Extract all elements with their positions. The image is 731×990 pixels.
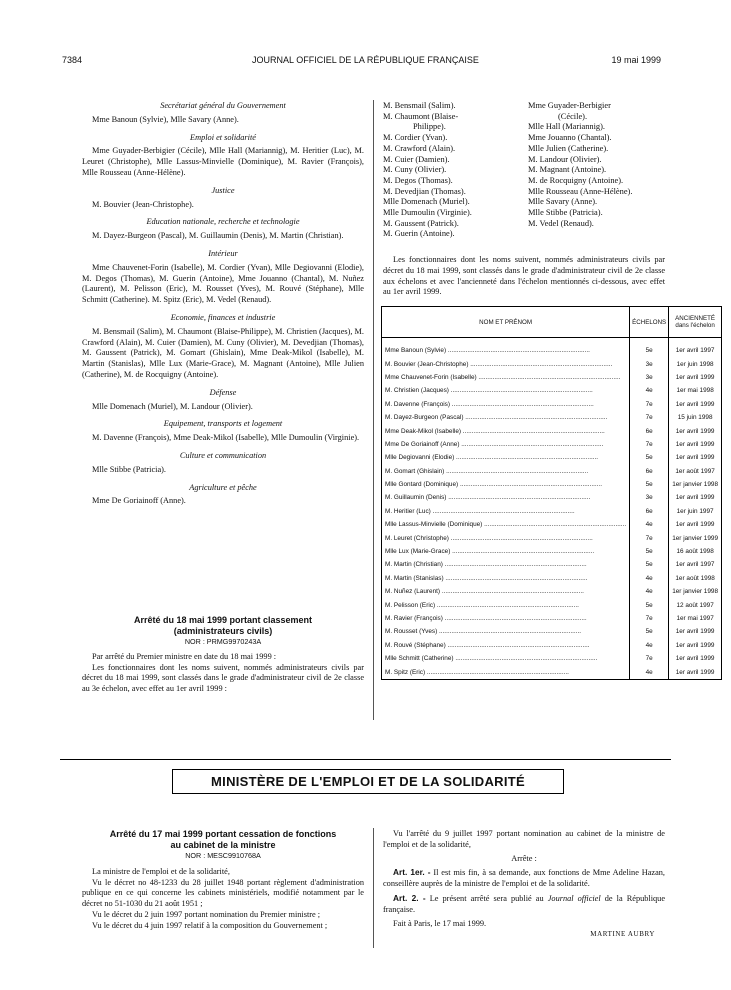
cell-name: Mme De Goriainoff (Anne) ................................................................................: [385, 440, 604, 448]
page-number: 7384: [62, 55, 83, 65]
cell-anciennete: 1er mai 1997: [669, 612, 722, 625]
cell-echelon: 4e: [630, 572, 669, 585]
table-row: [382, 518, 722, 531]
cell-anciennete: 1er janvier 1998: [669, 478, 722, 491]
section-heading: Culture et communication: [179, 450, 267, 460]
table-row: [382, 531, 722, 544]
cell-name: M. Heritier (Luc) ................................................................................: [385, 507, 575, 515]
cell-name: M. Spitz (Eric) ................................................................................: [385, 668, 569, 676]
name-list-a: [383, 101, 523, 240]
cell-anciennete: 12 août 1997: [669, 598, 722, 611]
table-row: [382, 451, 722, 464]
section-body: M. Bensmail (Salim), M. Chaumont (Blaise-Philippe), M. Christien (Jacques), M. Crawford (Alain), M. Cuier (Damien), M. Cuny (Olivier), M. Devedjian (Thomas), M. Gaussent (Patrick), M. Gomart (Ghislain), Mme Deak-Mikol (Isabelle), M. Martin (Stanislas), Mlle Lux (Marie-Grace), M. Magnant (Antoine), Mlle Julien (Catherine), M. de Rocquigny (Antoine).: [82, 326, 364, 379]
section-heading: Emploi et solidarité: [190, 132, 256, 142]
list-item: Mlle Savary (Anne).: [528, 197, 598, 207]
cell-name: M. Christien (Jacques) ................................................................................: [385, 387, 593, 395]
section-body: Mme Guyader-Berbigier (Cécile), Mlle Hall (Mariannig), M. Heritier (Luc), M. Leuret (Christophe), Mlle Lassus-Minvielle (Dominique), M. Ravier (François), Mlle Rousseau (Anne-Hélène).: [82, 146, 364, 177]
cell-anciennete: 1er août 1997: [669, 465, 722, 478]
column-divider-bottom: [373, 828, 374, 948]
cell-echelon: 4e: [630, 665, 669, 679]
cell-echelon: 6e: [630, 424, 669, 437]
cell-anciennete: 1er juin 1997: [669, 505, 722, 518]
table-row: [382, 558, 722, 571]
name-list-b: [528, 101, 670, 229]
cell-echelon: 7e: [630, 531, 669, 544]
cell-anciennete: 1er avril 1999: [669, 518, 722, 531]
section-body: Mme Banoun (Sylvie), Mlle Savary (Anne).: [92, 114, 239, 124]
list-item: Mlle Hall (Mariannig).: [528, 122, 605, 132]
list-item: M. Gaussent (Patrick).: [383, 218, 459, 228]
cell-name: Mlle Schmitt (Catherine) ................................................................................: [385, 655, 598, 663]
section-body: Mme Chauvenet-Forin (Isabelle), M. Cordier (Yvan), Mlle Degiovanni (Elodie), M. Degos (Thomas), M. Guerin (Antoine), Mme Jouanno (Chantal), M. Nuñez (Laurent), M. Pelisson (Eric), M. Rousset (Yves), M. Rouvé (Stéphane), Mlle Schmitt (Catherine). M. Spitz (Eric), M. Vedel (Renaud).: [82, 262, 364, 305]
col-header-anciennete: ANCIENNETÉ dans l'échelon: [669, 307, 722, 338]
table-row: [382, 639, 722, 652]
col-header-echelons: ÉCHELONS: [630, 307, 669, 338]
anciennete-table: [381, 306, 722, 680]
list-item: M. Degos (Thomas).: [383, 175, 453, 185]
column-divider: [373, 100, 374, 720]
list-item: Mlle Rousseau (Anne-Hélène).: [528, 186, 633, 196]
page-date: 19 mai 1999: [611, 55, 661, 65]
arrete1-title-line2: (administrateurs civils): [173, 625, 273, 636]
cell-echelon: 5e: [630, 344, 669, 357]
list-item: Mlle Domenach (Muriel).: [383, 197, 470, 207]
list-item: M. Bensmail (Salim).: [383, 101, 456, 110]
list-item: M. de Rocquigny (Antoine).: [528, 175, 624, 185]
signature: MARTINE AUBRY: [590, 930, 655, 939]
list-item: M. Chaumont (Blaise-: [383, 111, 459, 121]
list-item: M. Cuier (Damien).: [383, 154, 450, 164]
cell-echelon: 7e: [630, 652, 669, 665]
fait-a-paris: Fait à Paris, le 17 mai 1999.: [393, 918, 487, 928]
section-heading: Equipement, transports et logement: [163, 419, 283, 429]
article-2-text-a: Le présent arrêté sera publié au: [429, 893, 544, 903]
cell-anciennete: 1er avril 1999: [669, 491, 722, 504]
cell-name: M. Nuñez (Laurent) ................................................................................: [385, 588, 584, 596]
cell-name: Mme Chauvenet-Forin (Isabelle) ................................................................................: [385, 373, 621, 381]
cell-name: M. Pelisson (Eric) ................................................................................: [385, 601, 579, 609]
table-row: [382, 478, 722, 491]
arrete-label: Arrête :: [511, 853, 537, 863]
list-item: Mlle Dumoulin (Virginie).: [383, 208, 472, 218]
list-item: Mlle Julien (Catherine).: [528, 143, 609, 153]
cell-anciennete: 1er avril 1999: [669, 652, 722, 665]
cell-anciennete: 1er août 1998: [669, 572, 722, 585]
cell-name: M. Dayez-Burgeon (Pascal) ................................................................................: [385, 414, 608, 422]
cell-anciennete: 1er janvier 1999: [669, 531, 722, 544]
arrete2-nor: NOR : MESC9910768A: [185, 851, 261, 860]
classification-paragraph: [383, 255, 665, 298]
table-row: [382, 665, 722, 679]
arrete2-title-line2: au cabinet de la ministre: [170, 839, 276, 850]
article-2: [383, 893, 665, 916]
table-row: [382, 384, 722, 397]
cell-anciennete: 1er avril 1999: [669, 665, 722, 679]
cell-name: M. Davenne (François) ................................................................................: [385, 400, 594, 408]
section-heading: Economie, finances et industrie: [170, 312, 276, 322]
cell-echelon: 3e: [630, 357, 669, 370]
cell-name: M. Ravier (François) ................................................................................: [385, 615, 587, 622]
cell-name: Mlle Gontard (Dominique) ................................................................................: [385, 481, 602, 489]
cell-echelon: 3e: [630, 491, 669, 504]
cell-echelon: 4e: [630, 585, 669, 598]
list-item: M. Crawford (Alain).: [383, 143, 456, 153]
article-2-journal: Journal officiel: [547, 893, 601, 903]
cell-name: M. Gomart (Ghislain) ................................................................................: [385, 467, 589, 475]
table-row: [382, 438, 722, 451]
cell-echelon: 4e: [630, 518, 669, 531]
cell-anciennete: 1er avril 1999: [669, 424, 722, 437]
cell-name: Mme Banoun (Sylvie) ................................................................................: [385, 347, 590, 355]
cell-echelon: 5e: [630, 451, 669, 464]
table-row: [382, 625, 722, 638]
list-item: Mme Jouanno (Chantal).: [528, 133, 612, 143]
cell-anciennete: 15 juin 1998: [669, 411, 722, 424]
list-item: Mlle Stibbe (Patricia).: [528, 208, 603, 218]
table-row: [382, 572, 722, 585]
arrete2-para: Vu le décret du 4 juin 1997 relatif à la composition du Gouvernement ;: [92, 920, 328, 930]
cell-anciennete: 1er avril 1997: [669, 344, 722, 357]
list-item: (Cécile).: [558, 111, 588, 121]
section-heading: Justice: [211, 185, 235, 195]
table-row: [382, 545, 722, 558]
table-row: [382, 505, 722, 518]
list-item: M. Landour (Olivier).: [528, 154, 602, 164]
cell-echelon: 7e: [630, 612, 669, 625]
table-row: [382, 598, 722, 611]
section-body: M. Bouvier (Jean-Christophe).: [92, 199, 194, 209]
cell-echelon: 5e: [630, 545, 669, 558]
article-2-text-b: de la République française.: [383, 893, 666, 914]
cell-echelon: 4e: [630, 384, 669, 397]
journal-title: JOURNAL OFFICIEL DE LA RÉPUBLIQUE FRANÇAISE: [252, 55, 479, 65]
table-row: [382, 652, 722, 665]
table-row: [382, 491, 722, 504]
section-body: M. Dayez-Burgeon (Pascal), M. Guillaumin (Denis), M. Martin (Christian).: [92, 231, 344, 241]
cell-name: Mlle Degiovanni (Elodie) ................................................................................: [385, 454, 599, 462]
arrete1-nor: NOR : PRMG9970243A: [184, 637, 262, 646]
cell-echelon: 5e: [630, 558, 669, 571]
article-1-text: Il est mis fin, à sa demande, aux fonctions de Mme Adeline Hazan, conseillère auprès de la ministre de l'emploi et de la solidarité.: [383, 868, 666, 889]
arrete2-para: Vu le décret no 48-1233 du 28 juillet 1948 portant règlement d'administration publique en ce qui concerne les cabinets ministériels, modifié notamment par le décret no 51-1030 du 21 août 1951 ;: [82, 877, 364, 909]
cell-echelon: 6e: [630, 465, 669, 478]
cell-anciennete: 1er mai 1998: [669, 384, 722, 397]
arrete2-title-line1: Arrêté du 17 mai 1999 portant cessation de fonctions: [109, 829, 337, 839]
col-header-nom: NOM ET PRÉNOM: [382, 307, 630, 338]
article-2-label: Art. 2. -: [393, 892, 426, 903]
cell-anciennete: 1er avril 1999: [669, 451, 722, 464]
cell-name: M. Rousset (Yves) ................................................................................: [385, 628, 582, 636]
cell-name: M. Bouvier (Jean-Christophe) ................................................................................: [385, 360, 613, 368]
section-body: Mlle Domenach (Muriel), M. Landour (Olivier).: [92, 401, 253, 411]
cell-echelon: 4e: [630, 639, 669, 652]
cell-echelon: 7e: [630, 438, 669, 451]
section-body: M. Davenne (François), Mme Deak-Mikol (Isabelle), Mlle Dumoulin (Virginie).: [92, 433, 360, 443]
table-row: [382, 411, 722, 424]
cell-name: M. Guillaumin (Denis) ................................................................................: [385, 494, 591, 502]
arrete1-title-line1: Arrêté du 18 mai 1999 portant classement: [133, 615, 313, 625]
cell-name: M. Martin (Stanislas) ................................................................................: [385, 574, 588, 582]
table-row: [382, 612, 722, 625]
cell-anciennete: 16 août 1998: [669, 545, 722, 558]
arrete-cessation: [82, 829, 364, 932]
section-heading: Intérieur: [208, 248, 238, 258]
cell-echelon: 6e: [630, 505, 669, 518]
arrete2-right: [383, 829, 665, 940]
classification-text: Les fonctionnaires dont les noms suivent, nommés administrateurs civils par décret du 18 mai 1999, sont classés dans le grade d'administrateur civil de 2e classe aux échelons et avec l'ancienneté dans l'échelon mentionnés ci-dessous, avec effet au 1er avril 1999.: [383, 255, 665, 297]
list-item: Mme Guyader-Berbigier: [528, 101, 611, 110]
list-item: M. Cordier (Yvan).: [383, 133, 448, 143]
cell-anciennete: 1er avril 1999: [669, 625, 722, 638]
list-item: M. Devedjian (Thomas).: [383, 186, 466, 196]
ministry-band: MINISTÈRE DE L'EMPLOI ET DE LA SOLIDARITÉ: [172, 769, 564, 794]
list-item: M. Cuny (Olivier).: [383, 165, 447, 175]
arrete1-para1: Par arrêté du Premier ministre en date du 18 mai 1999 :: [92, 651, 277, 661]
list-item: M. Magnant (Antoine).: [528, 165, 607, 175]
cell-echelon: 7e: [630, 398, 669, 411]
list-item: M. Guerin (Antoine).: [383, 229, 455, 239]
arrete2-vu-arrete: Vu l'arrêté du 9 juillet 1997 portant nomination au cabinet de la ministre de l'emploi et de la solidarité,: [383, 829, 665, 849]
article-1-label: Art. 1er. -: [393, 867, 431, 878]
table-row: [382, 465, 722, 478]
cell-echelon: 5e: [630, 625, 669, 638]
section-heading: Défense: [209, 387, 237, 397]
cell-anciennete: 1er avril 1999: [669, 371, 722, 384]
arrete-classement: [82, 615, 364, 695]
cell-anciennete: 1er juin 1998: [669, 357, 722, 370]
arrete1-para2: Les fonctionnaires dont les noms suivent, nommés administrateurs civils par décret du 18 mai 1999, sont classés dans le grade d'administrateur civil de 2e classe au 3e échelon, avec effet au 1er avril 1999 :: [82, 662, 364, 694]
table-row: [382, 585, 722, 598]
section-heading: Secrétariat général du Gouvernement: [160, 101, 286, 110]
cell-name: M. Leuret (Christophe) ................................................................................: [385, 534, 593, 542]
section-heading: Agriculture et pêche: [189, 482, 257, 492]
table-row: [382, 344, 722, 357]
cell-echelon: 5e: [630, 598, 669, 611]
arrete2-para: La ministre de l'emploi et de la solidarité,: [92, 866, 230, 876]
cell-name: M. Rouvé (Stéphane) ................................................................................: [385, 641, 590, 649]
section-body: Mme De Goriainoff (Anne).: [92, 496, 186, 506]
arrete2-para: Vu le décret du 2 juin 1997 portant nomination du Premier ministre ;: [92, 909, 321, 919]
cell-echelon: 3e: [630, 371, 669, 384]
cell-anciennete: 1er avril 1999: [669, 438, 722, 451]
cell-name: Mlle Lassus-Minvielle (Dominique) ................................................................................: [385, 521, 627, 529]
cell-echelon: 5e: [630, 478, 669, 491]
table-row: [382, 424, 722, 437]
cell-anciennete: 1er avril 1999: [669, 398, 722, 411]
table-row: [382, 398, 722, 411]
cell-anciennete: 1er avril 1997: [669, 558, 722, 571]
cell-name: M. Martin (Christian) ................................................................................: [385, 561, 587, 569]
cell-anciennete: 1er avril 1999: [669, 639, 722, 652]
list-item: M. Vedel (Renaud).: [528, 218, 594, 228]
cell-name: Mme Deak-Mikol (Isabelle) ................................................................................: [385, 427, 605, 435]
list-item: Philippe).: [413, 122, 446, 132]
band-rule-top: [60, 759, 671, 760]
article-1: [383, 867, 665, 890]
cell-name: Mlle Lux (Marie-Grace) ................................................................................: [385, 548, 595, 556]
section-heading: Education nationale, recherche et technologie: [146, 217, 300, 227]
cell-anciennete: 1er janvier 1998: [669, 585, 722, 598]
section-body: Mlle Stibbe (Patricia).: [92, 464, 166, 474]
left-column: [82, 101, 364, 507]
cell-echelon: 7e: [630, 411, 669, 424]
table-row: [382, 357, 722, 370]
table-row: [382, 371, 722, 384]
